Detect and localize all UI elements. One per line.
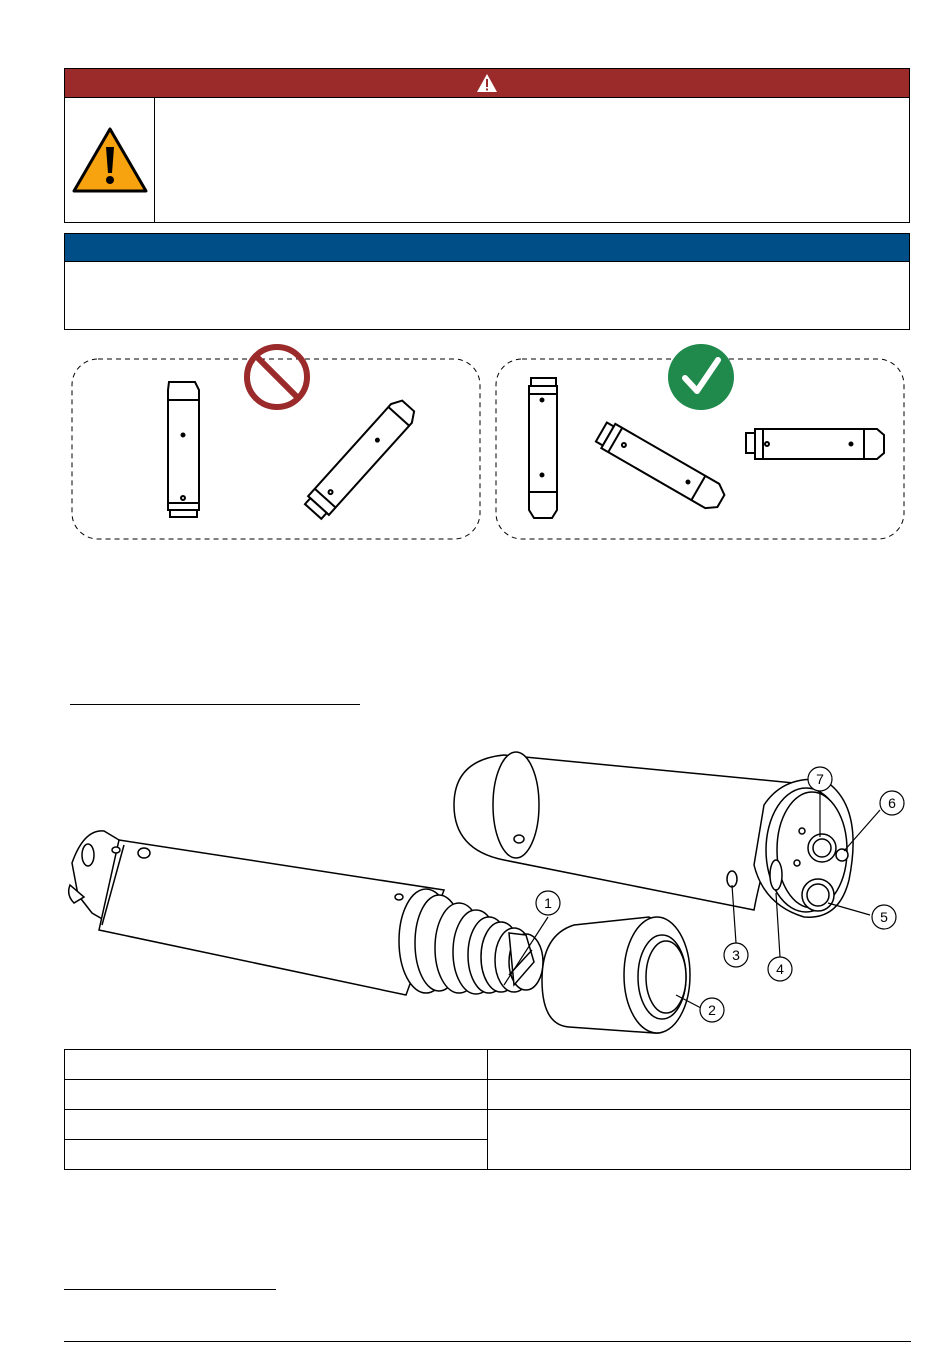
table-row	[65, 1050, 911, 1080]
warning-triangle-icon	[71, 126, 149, 194]
section-title-underline	[64, 1289, 276, 1290]
protective-cap	[542, 917, 690, 1033]
sensor-diagonal-head-up	[594, 420, 728, 513]
sensor-vertical-head-up	[529, 378, 557, 518]
table-row	[65, 1110, 911, 1140]
table-cell	[488, 1050, 911, 1080]
prohibited-icon	[247, 347, 307, 407]
sensor-vertical-head-down	[168, 382, 199, 517]
warning-box	[64, 68, 910, 223]
callout-3-label: 3	[732, 947, 740, 963]
sensor-horizontal	[746, 429, 884, 459]
table-cell	[488, 1110, 911, 1170]
warning-icon-cell	[65, 98, 155, 222]
checkmark-icon	[668, 344, 734, 410]
callout-1-label: 1	[544, 895, 552, 911]
legend-table	[64, 1049, 911, 1170]
table-cell	[65, 1140, 488, 1170]
callout-2-label: 2	[708, 1002, 716, 1018]
table-cell	[65, 1110, 488, 1140]
callout-7-label: 7	[816, 771, 824, 787]
warning-header	[65, 69, 909, 98]
table-cell	[65, 1050, 488, 1080]
table-row	[65, 1080, 911, 1110]
table-cell	[488, 1080, 911, 1110]
callout-5-label: 5	[880, 909, 888, 925]
sensor-body-right	[454, 752, 853, 917]
notice-box	[64, 233, 910, 330]
callout-6-label: 6	[888, 795, 896, 811]
footer-rule	[64, 1341, 911, 1342]
orientation-figure	[64, 340, 914, 545]
table-cell	[65, 1080, 488, 1110]
notice-header	[65, 234, 909, 262]
sensor-diagonal-head-down	[303, 397, 419, 521]
callout-4-label: 4	[776, 961, 784, 977]
sensor-body-left	[69, 831, 543, 995]
wrong-orientation-panel	[72, 359, 480, 539]
warning-triangle-icon	[476, 73, 498, 93]
section-title-underline	[70, 704, 360, 705]
components-figure	[64, 745, 914, 1040]
